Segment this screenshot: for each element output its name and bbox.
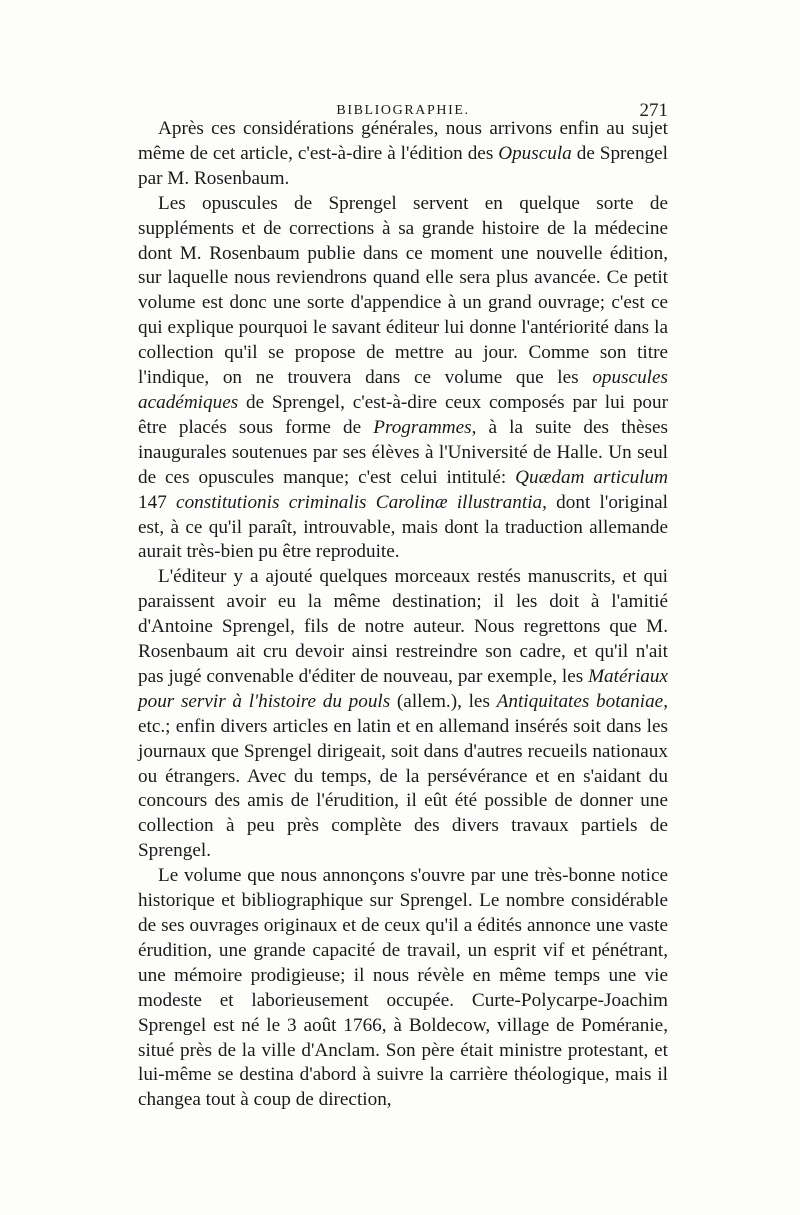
italic-text: constitutionis criminalis Carolinæ illustrantia (176, 491, 543, 513)
text-segment: Le volume que nous annonçons s'ouvre par une très-bonne notice historique et bibliographique sur Sprengel. Le nombre considérable de ses ouvrages originaux et de ceux qu'il a édités annonce une vaste érudition, une grande capacité de travail, un esprit vif et pénétrant, une mémoire prodigieuse; il nous révèle en même temps une vie modeste et laborieusement occupée. Curte-Polycarpe-Joachim Sprengel est né le 3 août 1766, à Boldecow, village de Poméranie, situé près de la ville d'Anclam. Son père était ministre protestant, et lui-même se destina d'abord à suivre la carrière théologique, mais il changea tout à coup de direction, (138, 865, 668, 1111)
text-segment: , dont l'original est, à ce qu'il paraît, introuvable, mais dont la traduction allemande aurait très-bien pu être reproduite. (138, 491, 669, 563)
page-body-text (138, 117, 668, 1113)
italic-text: opuscules académiques (138, 367, 668, 413)
page-number: 271 (639, 100, 668, 121)
text-segment: 147 (138, 491, 177, 513)
running-title: BIBLIOGRAPHIE. (336, 103, 470, 118)
italic-text: Opuscula (498, 142, 572, 164)
text-segment: , etc.; enfin divers articles en latin et en allemand insérés soit dans les journaux que Sprengel dirigeait, soit dans d'autres recueils nationaux ou étrangers. Avec du temps, de la persévérance et en s'aidant du concours des amis de l'érudition, il eût été possible de donner une collection à peu près complète des divers travaux partiels de Sprengel. (138, 690, 668, 862)
italic-text: Quædam articulum (515, 466, 668, 488)
text-segment: (allem.), les (390, 690, 497, 712)
paragraph (138, 117, 668, 192)
text-segment: , à la suite des thèses inaugurales soutenues par ses élèves à l'Université de Halle. Un seul de ces opuscules manque; c'est celui intitulé: (138, 416, 668, 488)
text-segment: de Sprengel par M. Rosenbaum. (138, 142, 668, 189)
italic-text: Antiquitates botaniae (496, 690, 664, 712)
text-segment: Les opuscules de Sprengel servent en quelque sorte de suppléments et de corrections à sa grande histoire de la médecine dont M. Rosenbaum publie dans ce moment une nouvelle édition, sur laquelle nous reviendrons quand elle sera plus avancée. Ce petit volume est donc une sorte d'appendice à un grand ouvrage; c'est ce qui explique pourquoi le savant éditeur lui donne l'antériorité dans la collection qu'il se propose de mettre au jour. Comme son titre l'indique, on ne trouvera dans ce volume que les (138, 192, 668, 389)
text-segment: L'éditeur y a ajouté quelques morceaux restés manuscrits, et qui paraissent avoir eu la même destination; il les doit à l'amitié d'Antoine Sprengel, fils de notre auteur. Nous regrettons que M. Rosenbaum ait cru devoir ainsi restreindre son cadre, et qu'il n'ait pas jugé convenable d'éditer de nouveau, par exemple, les (138, 566, 668, 687)
text-segment: Après ces considérations générales, nous arrivons enfin au sujet même de cet article, c'est-à-dire à l'édition des (138, 118, 668, 164)
text-segment: de Sprengel, c'est-à-dire ceux composés par lui pour être placés sous forme de (138, 391, 668, 438)
italic-text: Programmes (373, 416, 472, 438)
paragraph (138, 192, 668, 566)
italic-text: Matériaux pour servir à l'histoire du pouls (138, 665, 668, 712)
paragraph (138, 565, 668, 864)
paragraph (138, 864, 668, 1113)
